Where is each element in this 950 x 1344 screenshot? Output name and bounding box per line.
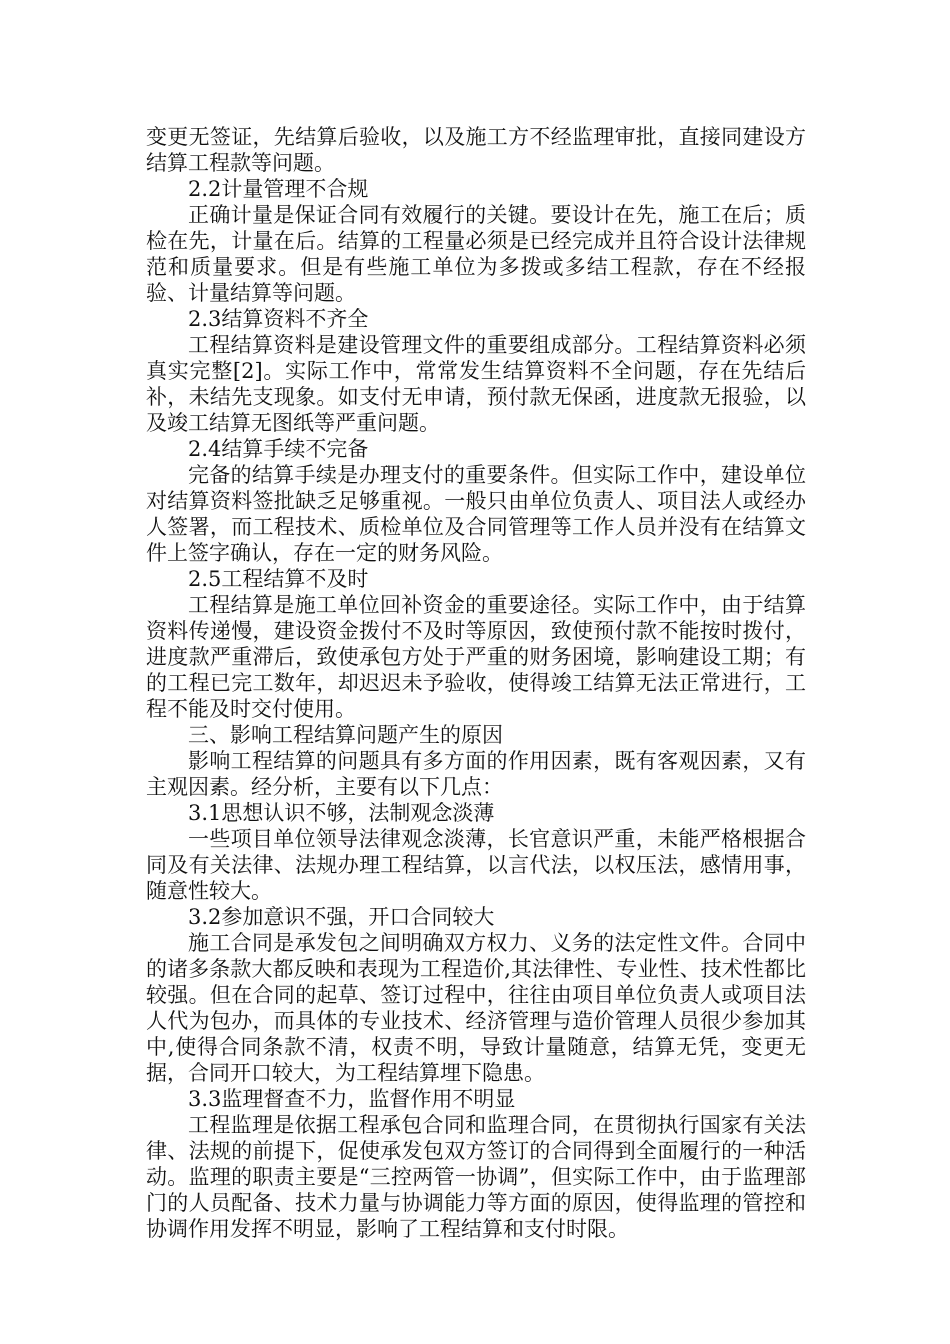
body-paragraph: 施工合同是承发包之间明确双方权力、义务的法定性文件。合同中的诸多条款大都反映和表现为工程造价,其法律性、专业性、技术性都比较强。但在合同的起草、签订过程中，往往由项目单位负责人或项目法人代为包办，而具体的专业技术、经济管理与造价管理人员很少参加其中,使得合同条款不清，权责不明，导致计量随意，结算无凭，变更无据，合同开口较大，为工程结算埋下隐患。 [146,931,806,1085]
section-heading: 3.2参加意识不强，开口合同较大 [188,905,495,929]
body-paragraph: 完备的结算手续是办理支付的重要条件。但实际工作中，建设单位对结算资料签批缺乏足够重视。一般只由单位负责人、项目法人或经办人签署，而工程技术、质检单位及合同管理等工作人员并没有在结算文件上签字确认，存在一定的财务风险。 [146,463,806,565]
section-heading: 2.4结算手续不完备 [188,437,369,461]
body-paragraph: 影响工程结算的问题具有多方面的作用因素，既有客观因素，又有主观因素。经分析，主要有以下几点： [146,749,806,799]
section-heading: 2.5工程结算不及时 [188,567,369,591]
body-paragraph: 工程结算是施工单位回补资金的重要途径。实际工作中，由于结算资料传递慢，建设资金拨付不及时等原因，致使预付款不能按时拨付，进度款严重滞后，致使承包方处于严重的财务困境，影响建设工期；有的工程已完工数年，却迟迟未予验收，使得竣工结算无法正常进行，工程不能及时交付使用。 [146,593,806,721]
section-heading: 3.1思想认识不够，法制观念淡薄 [188,801,495,825]
body-paragraph: 正确计量是保证合同有效履行的关键。要设计在先，施工在后；质检在先，计量在后。结算的工程量必须是已经完成并且符合设计法律规范和质量要求。但是有些施工单位为多拨或多结工程款，存在不经报验、计量结算等问题。 [146,203,806,305]
section-heading: 2.3结算资料不齐全 [188,307,369,331]
section-heading: 三、影响工程结算问题产生的原因 [188,723,503,747]
section-heading: 3.3监理督查不力，监督作用不明显 [188,1087,516,1111]
body-paragraph: 变更无签证，先结算后验收，以及施工方不经监理审批，直接同建设方结算工程款等问题。 [146,125,806,175]
body-paragraph: 工程监理是依据工程承包合同和监理合同，在贯彻执行国家有关法律、法规的前提下，促使承发包双方签订的合同得到全面履行的一种活动。监理的职责主要是“三控两管一协调”，但实际工作中，由于监理部门的人员配备、技术力量与协调能力等方面的原因，使得监理的管控和协调作用发挥不明显，影响了工程结算和支付时限。 [146,1113,806,1241]
body-paragraph: 工程结算资料是建设管理文件的重要组成部分。工程结算资料必须真实完整[2]。实际工作中，常常发生结算资料不全问题，存在先结后补，未结先支现象。如支付无申请，预付款无保函，进度款无报验，以及竣工结算无图纸等严重问题。 [146,333,806,435]
body-paragraph: 一些项目单位领导法律观念淡薄，长官意识严重，未能严格根据合同及有关法律、法规办理工程结算，以言代法，以权压法，感情用事，随意性较大。 [146,827,806,903]
section-heading: 2.2计量管理不合规 [188,177,369,201]
document-body [146,124,806,1242]
